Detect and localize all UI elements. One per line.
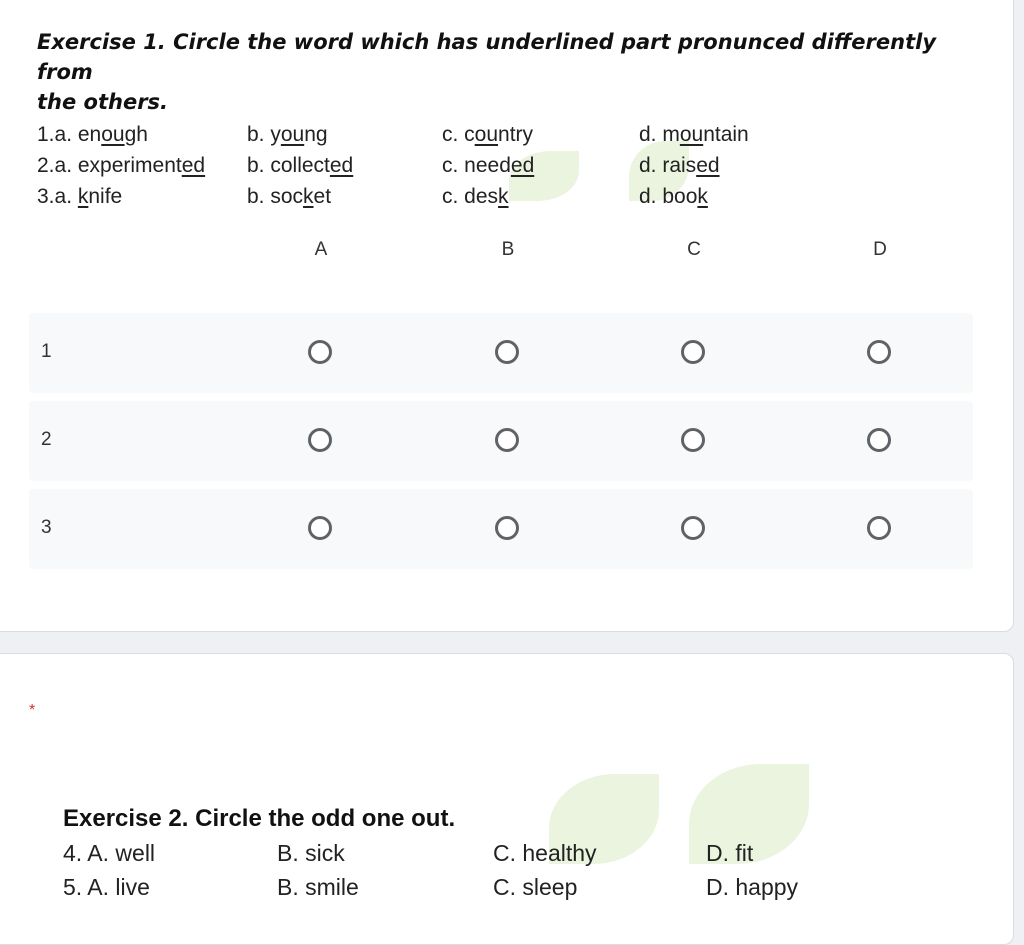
exercise1-row-1: [37, 123, 957, 154]
underlined-part: k: [303, 185, 314, 208]
underlined-part: k: [697, 185, 708, 208]
ex1-option: [247, 123, 328, 147]
exercise1-options: [37, 123, 957, 216]
exercise1-title: [37, 27, 957, 117]
radio-1-d[interactable]: [867, 340, 891, 364]
underlined-part: k: [498, 185, 509, 208]
ex1-option: [37, 123, 148, 147]
radio-2-d[interactable]: [867, 428, 891, 452]
ex1-option: [247, 154, 353, 178]
column-header-d: D: [873, 239, 887, 260]
radio-1-c[interactable]: [681, 340, 705, 364]
option-text: b. soc: [247, 185, 304, 208]
ex1-option: [639, 154, 720, 178]
option-text: et: [313, 185, 332, 208]
ex1-option: [639, 123, 749, 147]
grid-row-2: [29, 401, 973, 481]
option-text: ng: [304, 123, 328, 146]
option-text: ntain: [703, 123, 749, 146]
grid-row-1: [29, 313, 973, 393]
radio-2-a[interactable]: [308, 428, 332, 452]
ex2-option: B. smile: [277, 874, 359, 900]
radio-2-c[interactable]: [681, 428, 705, 452]
ex1-option: [37, 154, 205, 178]
underlined-part: ed: [510, 154, 535, 177]
option-text: b. collect: [247, 154, 330, 177]
column-header-c: C: [687, 239, 701, 260]
option-text: 2.a. experiment: [37, 154, 182, 177]
ex2-option: B. sick: [277, 840, 345, 866]
radio-3-d[interactable]: [867, 516, 891, 540]
underlined-part: ed: [329, 154, 354, 177]
exercise1-title-line1: Exercise 1. Circle the word which has underlined part pronunced differently from: [37, 30, 937, 84]
option-text: 3.a.: [37, 185, 78, 208]
underlined-part: ed: [181, 154, 206, 177]
option-text: gh: [124, 123, 148, 146]
question-image: [37, 27, 957, 216]
exercise2-image: [63, 804, 963, 908]
exercise1-title-line2: the others.: [37, 90, 169, 114]
option-text: 1.a. en: [37, 123, 102, 146]
column-header-a: A: [314, 239, 328, 260]
option-text: c. c: [442, 123, 475, 146]
option-text: d. rais: [639, 154, 697, 177]
underlined-part: ou: [474, 123, 499, 146]
radio-3-c[interactable]: [681, 516, 705, 540]
ex2-option: C. sleep: [493, 874, 578, 900]
required-asterisk: *: [29, 702, 36, 719]
option-text: c. need: [442, 154, 511, 177]
underlined-part: k: [77, 185, 89, 208]
option-text: d. m: [639, 123, 680, 146]
radio-3-a[interactable]: [308, 516, 332, 540]
row-label-3: 3: [41, 517, 52, 538]
option-text: ntry: [498, 123, 534, 146]
ex1-option: [442, 185, 509, 209]
option-text: c. des: [442, 185, 499, 208]
ex2-option: D. fit: [706, 840, 754, 866]
question-card-2: [0, 653, 1014, 945]
radio-1-a[interactable]: [308, 340, 332, 364]
exercise1-row-3: [37, 185, 957, 216]
radio-3-b[interactable]: [495, 516, 519, 540]
underlined-part: ou: [679, 123, 704, 146]
ex1-option: [442, 123, 533, 147]
radio-2-b[interactable]: [495, 428, 519, 452]
ex2-option: 5. A. live: [63, 874, 150, 900]
grid-header: [0, 239, 1001, 263]
ex2-option: 4. A. well: [63, 840, 156, 866]
underlined-part: ou: [101, 123, 125, 146]
ex2-option: C. healthy: [493, 840, 597, 866]
exercise2-row-4: [63, 840, 963, 874]
row-label-1: 1: [41, 341, 52, 362]
option-text: nife: [88, 185, 123, 208]
option-text: b. y: [247, 123, 281, 146]
ex1-option: [247, 185, 331, 209]
column-header-b: B: [501, 239, 515, 260]
exercise1-row-2: [37, 154, 957, 185]
radio-1-b[interactable]: [495, 340, 519, 364]
underlined-part: ou: [280, 123, 305, 146]
exercise2-title: Exercise 2. Circle the odd one out.: [63, 805, 456, 832]
ex1-option: [442, 154, 534, 178]
exercise2-row-5: [63, 874, 963, 908]
underlined-part: ed: [696, 154, 720, 177]
ex1-option: [37, 185, 122, 209]
option-text: d. boo: [639, 185, 698, 208]
row-label-2: 2: [41, 429, 52, 450]
ex1-option: [639, 185, 708, 209]
grid-row-3: [29, 489, 973, 569]
ex2-option: D. happy: [706, 874, 799, 900]
